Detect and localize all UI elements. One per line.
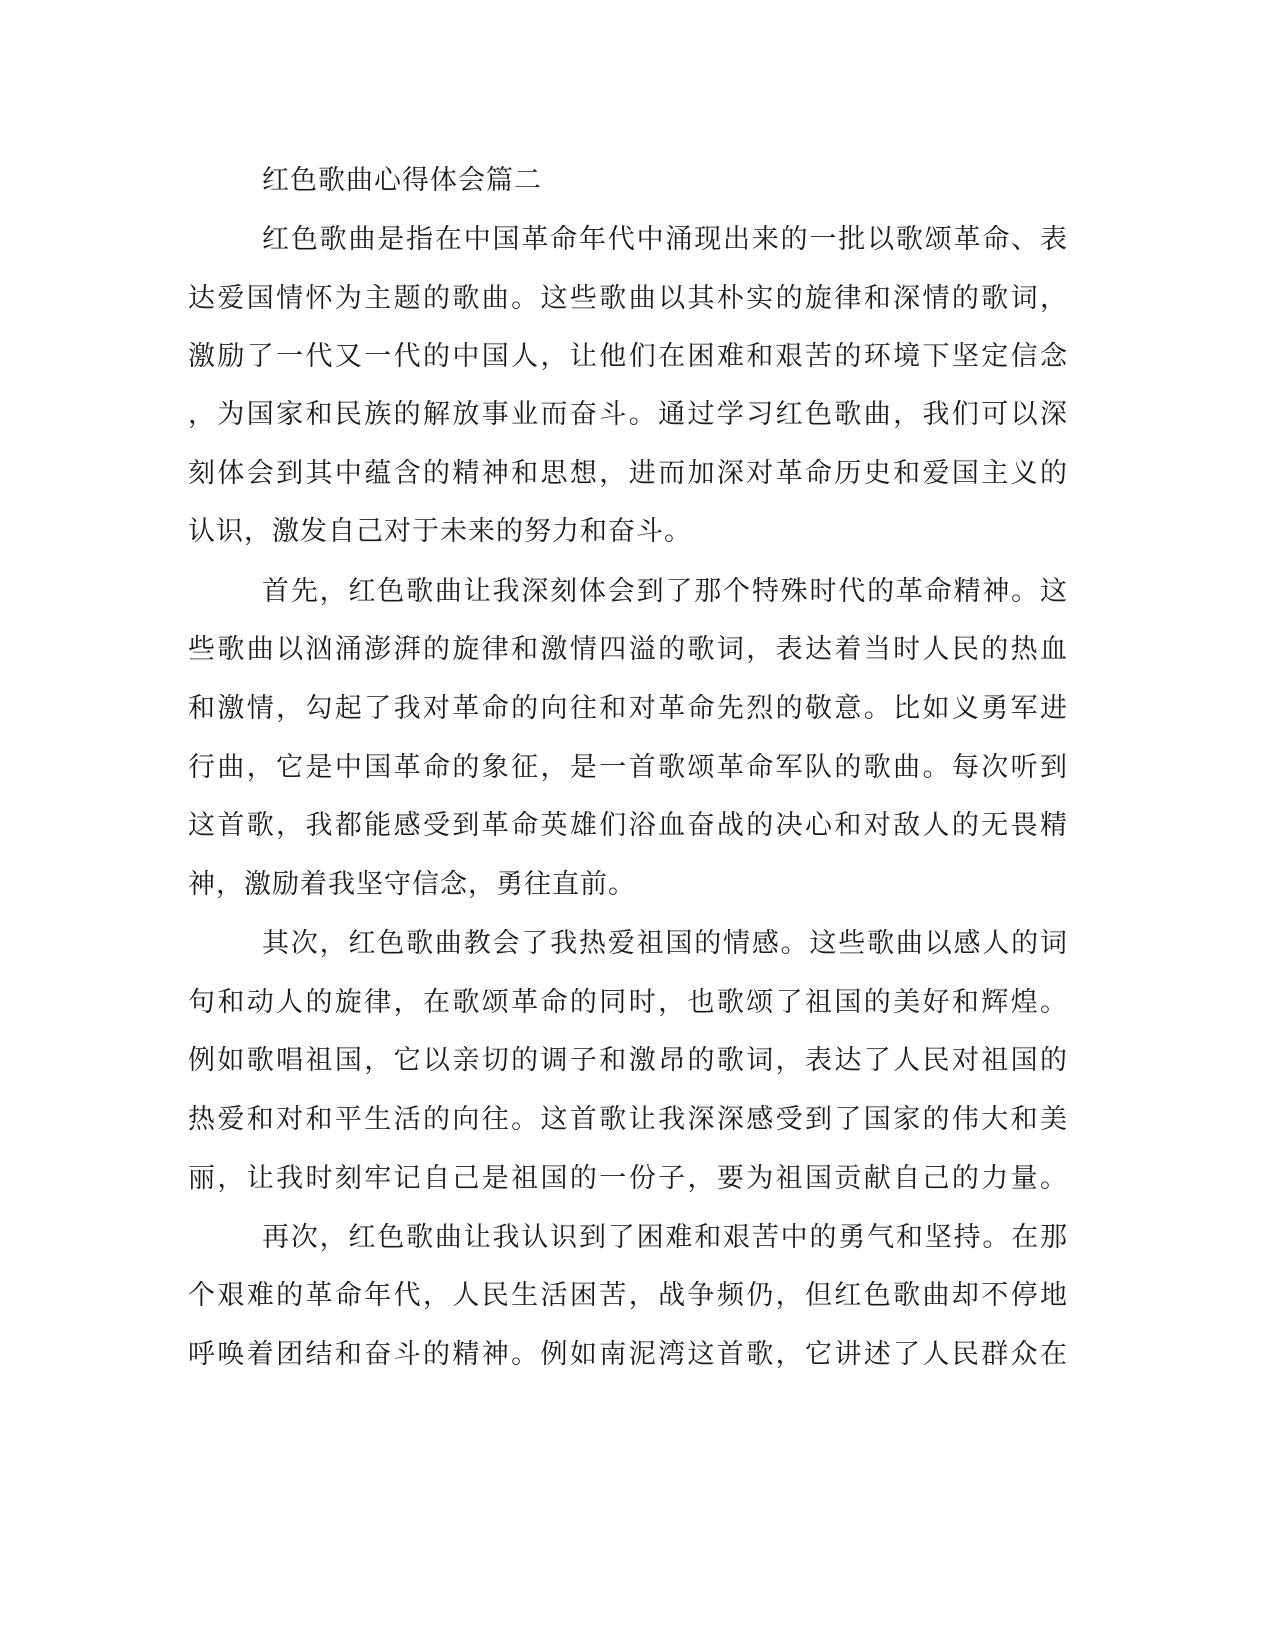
- paragraph-2-line-5: 这首歌，我都能感受到革命英雄们浴血奋战的决心和对敌人的无畏精: [188, 810, 1068, 841]
- paragraph-2-line-1: 首先，红色歌曲让我深刻体会到了那个特殊时代的革命精神。这: [262, 576, 1068, 607]
- paragraph-1-line-1: 红色歌曲是指在中国革命年代中涌现出来的一批以歌颂革命、表: [262, 224, 1068, 255]
- paragraph-1-line-5: 刻体会到其中蕴含的精神和思想，进而加深对革命历史和爱国主义的: [188, 458, 1068, 489]
- paragraph-3-line-3: 例如歌唱祖国，它以亲切的调子和激昂的歌词，表达了人民对祖国的: [188, 1045, 1068, 1076]
- paragraph-4-line-1: 再次，红色歌曲让我认识到了困难和艰苦中的勇气和坚持。在那: [262, 1222, 1068, 1253]
- paragraph-1-line-2: 达爱国情怀为主题的歌曲。这些歌曲以其朴实的旋律和深情的歌词，: [188, 283, 1068, 314]
- paragraph-2-line-2: 些歌曲以汹涌澎湃的旋律和激情四溢的歌词，表达着当时人民的热血: [188, 634, 1068, 665]
- paragraph-1-line-6: 认识，激发自己对于未来的努力和奋斗。: [188, 516, 692, 547]
- paragraph-3-line-4: 热爱和对和平生活的向往。这首歌让我深深感受到了国家的伟大和美: [188, 1104, 1068, 1135]
- paragraph-4-line-2: 个艰难的革命年代，人民生活困苦，战争频仍，但红色歌曲却不停地: [188, 1280, 1068, 1311]
- paragraph-2-line-3: 和激情，勾起了我对革命的向往和对革命先烈的敬意。比如义勇军进: [188, 693, 1068, 724]
- paragraph-3-line-5: 丽，让我时刻牢记自己是祖国的一份子，要为祖国贡献自己的力量。: [188, 1163, 1068, 1194]
- paragraph-2-line-4: 行曲，它是中国革命的象征，是一首歌颂革命军队的歌曲。每次听到: [188, 752, 1068, 783]
- paragraph-3-line-2: 句和动人的旋律，在歌颂革命的同时，也歌颂了祖国的美好和辉煌。: [188, 987, 1068, 1018]
- paragraph-2-line-6: 神，激励着我坚守信念，勇往直前。: [188, 869, 636, 900]
- paragraph-4-line-3: 呼唤着团结和奋斗的精神。例如南泥湾这首歌，它讲述了人民群众在: [188, 1339, 1068, 1370]
- paragraph-1-line-3: 激励了一代又一代的中国人，让他们在困难和艰苦的环境下坚定信念: [188, 341, 1068, 372]
- document-title: 红色歌曲心得体会篇二: [262, 165, 542, 196]
- paragraph-1-line-4: ，为国家和民族的解放事业而奋斗。通过学习红色歌曲，我们可以深: [188, 399, 1068, 430]
- paragraph-3-line-1: 其次，红色歌曲教会了我热爱祖国的情感。这些歌曲以感人的词: [262, 928, 1068, 959]
